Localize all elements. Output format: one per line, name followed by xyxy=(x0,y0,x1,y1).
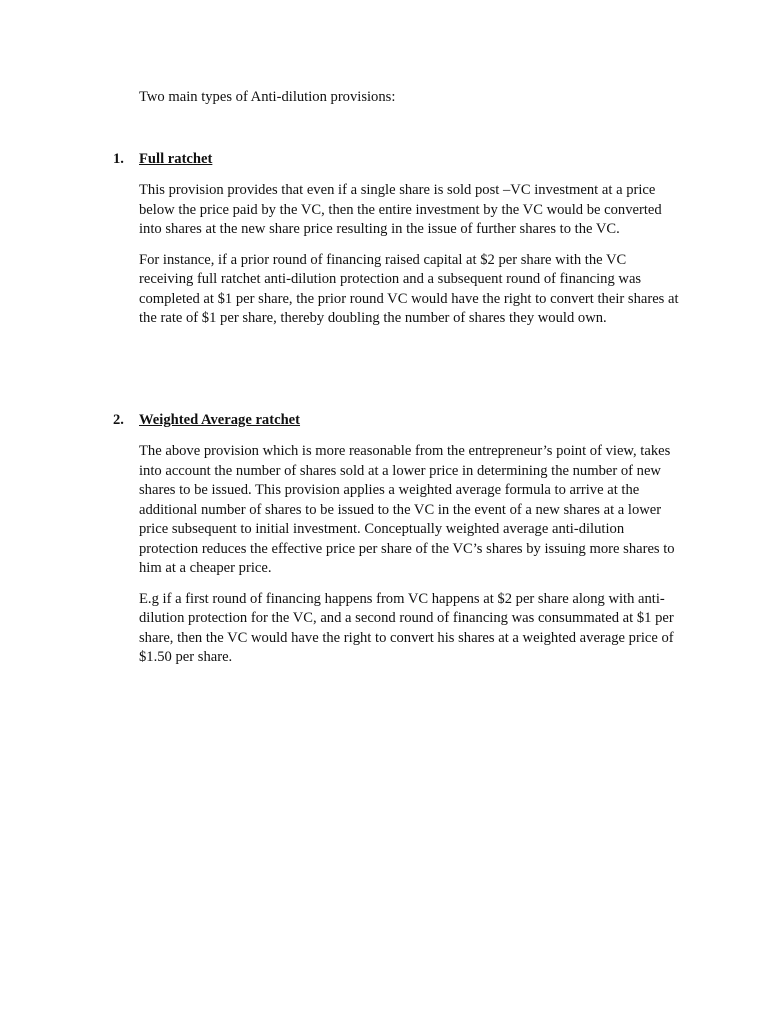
intro-text: Two main types of Anti-dilution provisions: xyxy=(139,89,396,105)
section-title: Full ratchet xyxy=(139,151,213,167)
paragraph: For instance, if a prior round of financing raised capital at $2 per share with the VC receiving full ratchet anti-dilution protection and a subsequent round of financing was completed at $1 per share, the prior round VC would have the right to convert their shares at the rate of $1 per share, thereby doubling the number of shares they would own. xyxy=(139,251,679,326)
section-number: 1. xyxy=(113,151,124,167)
section-heading xyxy=(113,149,683,169)
section-title: Weighted Average ratchet xyxy=(139,412,301,428)
section-weighted-average-ratchet xyxy=(113,410,683,668)
paragraph: The above provision which is more reasonable from the entrepreneur’s point of view, takes into account the number of shares sold at a lower price in determining the number of new shares to be issued. This provision applies a weighted average formula to arrive at the additional number of shares to be issued to the VC in the event of a new shares at a lower price subsequent to initial investment. Conceptually weighted average anti-dilution protection reduces the effective price per share of the VC’s shares by issuing more shares to him at a cheaper price. xyxy=(139,443,675,576)
section-full-ratchet xyxy=(113,149,683,329)
section-number: 2. xyxy=(113,412,124,428)
paragraph: This provision provides that even if a single share is sold post –VC investment at a price below the price paid by the VC, then the entire investment by the VC would be converted into shares at the new share price resulting in the issue of further shares to the VC. xyxy=(139,182,662,237)
paragraph: E.g if a first round of financing happens from VC happens at $2 per share along with anti-dilution protection for the VC, and a second round of financing was consummated at $1 per share, then the VC would have the right to convert his shares at a weighted average price of $1.50 per share. xyxy=(139,590,674,665)
section-heading xyxy=(113,410,683,430)
